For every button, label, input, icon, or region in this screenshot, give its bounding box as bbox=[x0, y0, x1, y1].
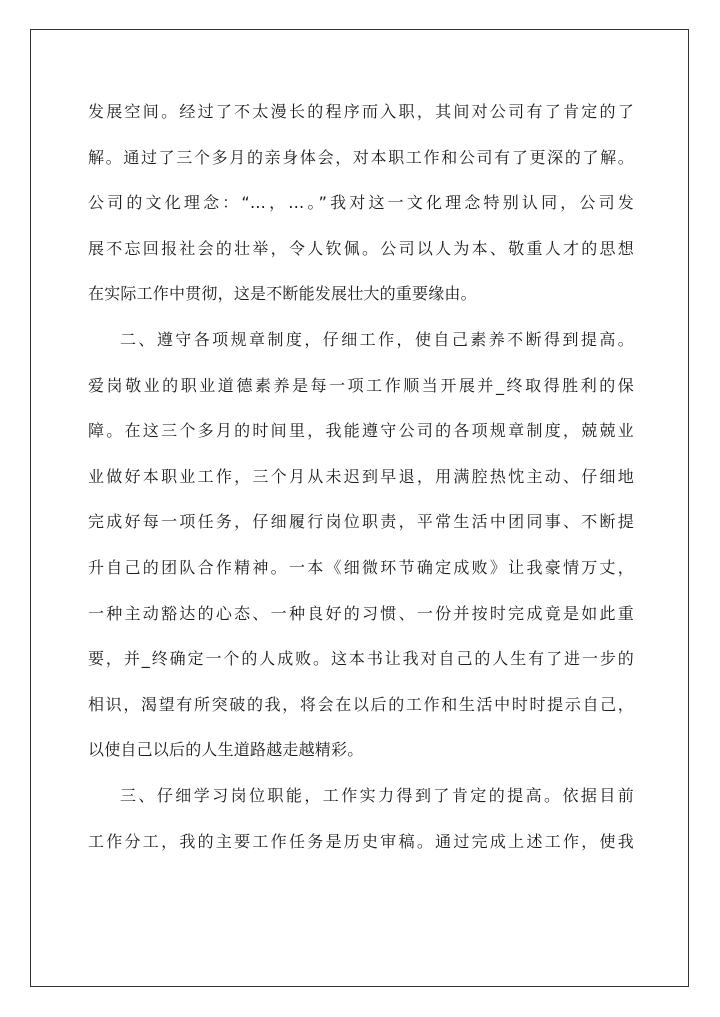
text-line-1: 发展空间。经过了不太漫长的程序而入职，其间对公司有了肯定的了 bbox=[88, 102, 634, 121]
text-line-7: 爱岗敬业的职业道德素养是每一项工作顺当开展并_终取得胜利的保 bbox=[88, 375, 634, 395]
text-line-8: 障。在这三个多月的时间里，我能遵守公司的各项规章制度，兢兢业 bbox=[88, 421, 634, 441]
text-line-11: 升自己的团队合作精神。一本《细微环节确定成败》让我豪情万丈， bbox=[88, 557, 634, 577]
text-line-17: 工作分工，我的主要工作任务是历史审稿。通过完成上述工作，使我 bbox=[88, 831, 634, 851]
text-line-15: 以使自己以后的人生道路越走越精彩。 bbox=[88, 740, 364, 760]
text-line-2: 解。通过了三个多月的亲身体会，对本职工作和公司有了更深的了解。 bbox=[88, 147, 634, 167]
text-line-10: 完成好每一项任务，仔细履行岗位职责，平常生活中团同事、不断提 bbox=[88, 512, 634, 532]
text-line-14: 相识，渴望有所突破的我，将会在以后的工作和生活中时时提示自己， bbox=[88, 694, 634, 714]
text-line-4: 展不忘回报社会的壮举，令人钦佩。公司以人为本、敬重人才的思想 bbox=[88, 238, 634, 258]
text-line-13: 要，并_终确定一个的人成败。这本书让我对自己的人生有了进一步的 bbox=[88, 649, 634, 669]
text-line-5: 在实际工作中贯彻，这是不断能发展壮大的重要缘由。 bbox=[88, 284, 477, 304]
text-line-9: 业做好本职业工作，三个月从未迟到早退，用满腔热忱主动、仔细地 bbox=[88, 466, 634, 486]
text-line-3: 公司的文化理念：“…，…。”我对这一文化理念特别认同，公司发 bbox=[88, 193, 634, 213]
section-heading-3: 三、仔细学习岗位职能，工作实力得到了肯定的提高。依据目前 bbox=[120, 785, 634, 805]
text-line-12: 一种主动豁达的心态、一种良好的习惯、一份并按时完成竟是如此重 bbox=[88, 603, 634, 623]
document-body bbox=[88, 89, 634, 864]
section-heading-2: 二、遵守各项规章制度，仔细工作，使自己素养不断得到提高。 bbox=[120, 329, 634, 349]
